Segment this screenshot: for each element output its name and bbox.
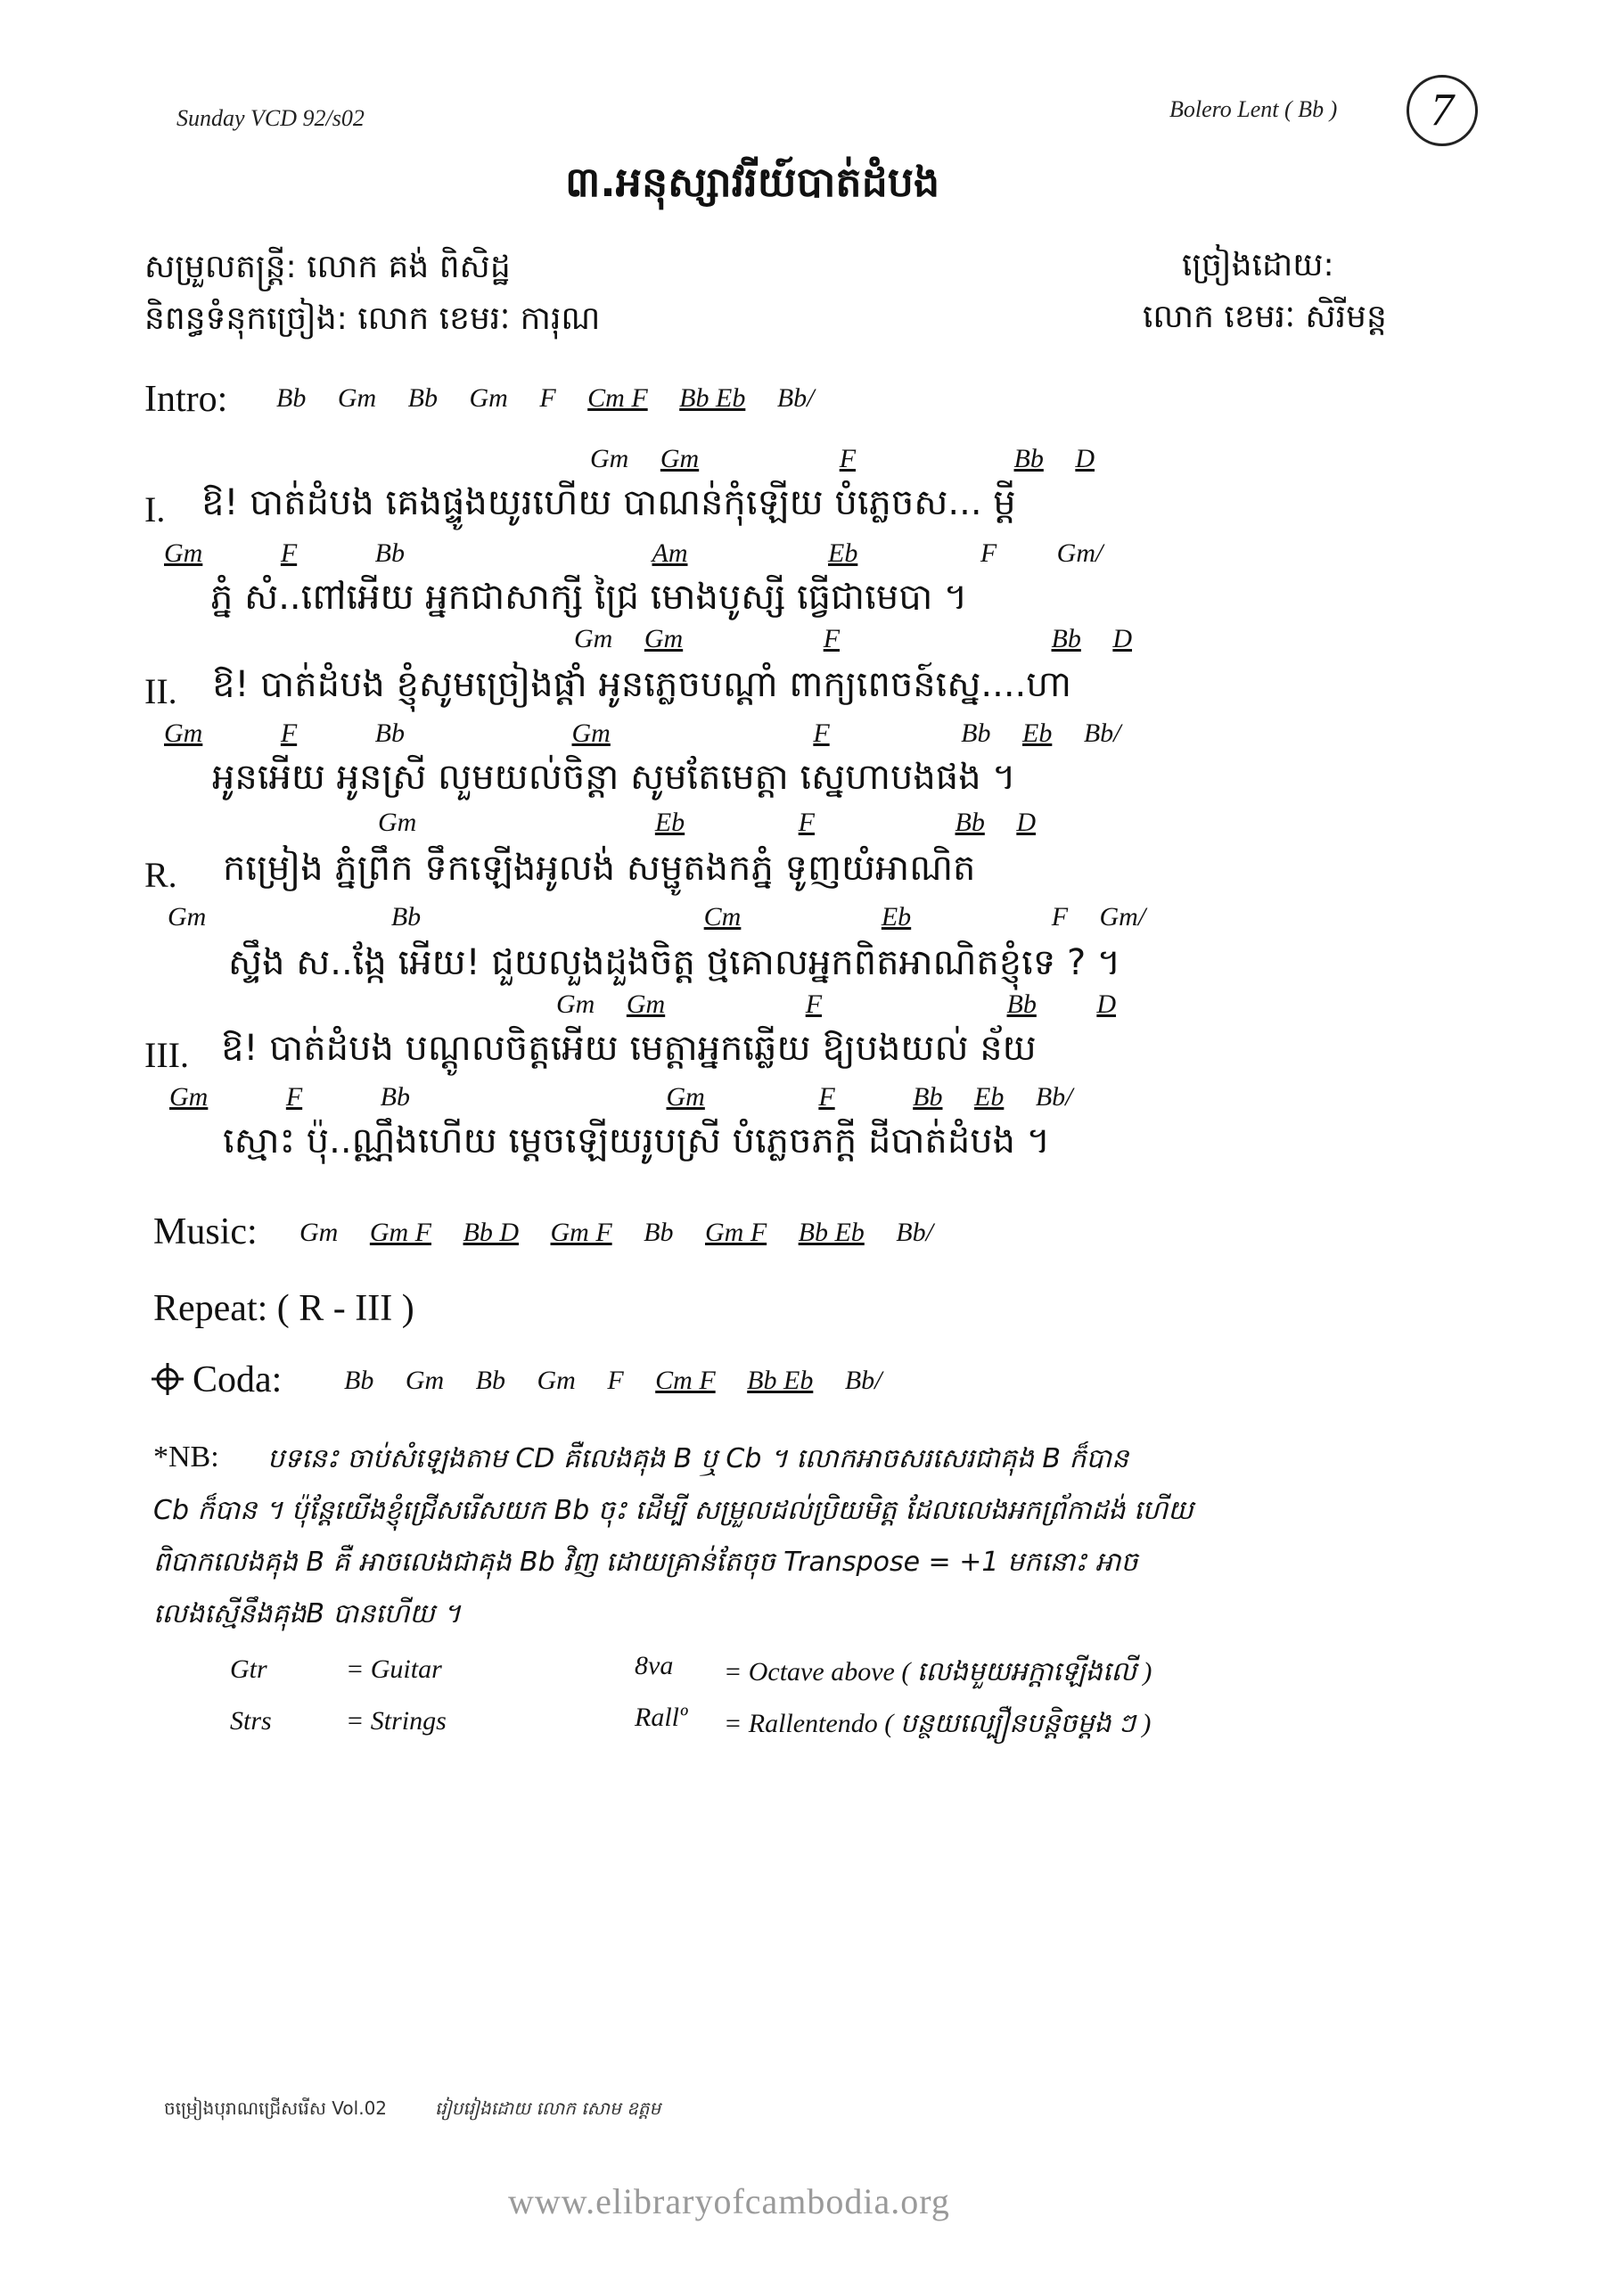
chord: Gm/ (1056, 538, 1103, 568)
legend-meaning: = Rallentendo ( បន្ថយល្បឿនបន្ដិចម្ដង ៗ ) (724, 1709, 1152, 1738)
nb-paragraph (267, 1433, 1373, 1485)
nb-line: លេងស្មើនឹងគុងB បានហើយ ។ (153, 1598, 462, 1629)
chord: Gm F (550, 1218, 612, 1247)
chord: F (607, 1366, 624, 1395)
chord: Gm (574, 624, 613, 653)
chord: Eb (828, 538, 858, 568)
chord: Gm F (369, 1218, 431, 1247)
chord: Gm (590, 444, 629, 473)
coda-chords (344, 1366, 907, 1396)
chord: Bb (1006, 989, 1037, 1019)
chord: Bb Eb (747, 1366, 814, 1395)
chord: Bb/ (1035, 1082, 1073, 1112)
legend-abbr: Gtr (230, 1654, 267, 1684)
nb-label: *NB: (153, 1441, 219, 1473)
chord: Bb (475, 1366, 505, 1395)
chord: Bb (1051, 624, 1081, 653)
chord: Gm (660, 444, 700, 473)
repeat-instruction: Repeat: ( R - III ) (153, 1288, 414, 1329)
composer-credit: និពន្ធទំនុកច្រៀង: លោក ខេមរៈ ការុណ (144, 300, 601, 337)
chord: Eb (881, 902, 912, 932)
chord: Gm (337, 383, 377, 413)
page-number: 7 (1407, 75, 1478, 146)
nb-paragraph-cont (153, 1485, 1401, 1640)
chord-line (590, 444, 1120, 474)
chord: Bb (407, 383, 438, 413)
lyric-line: ភ្នំ សំ..ពៅអើយ អ្នកជាសាក្សី ជ្រៃ មោងបូស្សី ធ្វើជាមេបា ។ (210, 577, 968, 618)
chord: Gm (378, 808, 417, 837)
chord: Gm (405, 1366, 445, 1395)
chord: Gm (644, 624, 684, 653)
chord-line (378, 808, 1061, 838)
chord: Bb/ (1083, 718, 1121, 748)
legend-meaning: = Octave above ( លេងមួយអក្ដាឡើងលើ ) (724, 1657, 1152, 1687)
lyric-line: ស្មោះ ប៉ុ..ណ្ណឹងហើយ ម្ដេចឡើយរូបស្រី បំភ្លេចភក្ដី ដីបាត់ដំបង ។ (223, 1120, 1051, 1162)
source-label: Sunday VCD 92/s02 (176, 105, 365, 131)
lyric-line: ឱ! បាត់ដំបង គេងផ្ទូងយូរហើយ បាណន់កុំឡើយ បំភ្លេចស... ម្ដី (201, 482, 1016, 523)
watermark-url: www.elibraryofcambodia.org (508, 2181, 950, 2221)
lyric-line: កម្រៀង ភ្នំព្រឹក ទឹកឡើងអូលង់ សម្ផូតងកភ្នំ ទូញយំអាណិត (223, 848, 976, 889)
song-title: ៣.អនុស្សាវរីយ៍បាត់ដំបង (565, 158, 940, 206)
chord: Gm (164, 718, 203, 748)
legend-abbr: Strs (230, 1706, 272, 1736)
intro-chords (276, 383, 840, 414)
nb-line: ពិបាកលេងគុង B គឺ អាចលេងជាគុង Bb វិញ ដោយគ្រាន់តែចុច Transpose = +1 មកនោះ អាច (153, 1547, 1138, 1578)
verse-marker: III. (144, 1035, 189, 1075)
chord: Cm F (587, 383, 648, 413)
coda-icon (150, 1361, 185, 1397)
chord: F (1051, 902, 1069, 932)
lyric-line: អូនអើយ អូនស្រី លួមយល់ចិន្ដា សូមតែមេត្ដា ស្នេហាបងផង ។ (212, 757, 1016, 798)
verse-marker: I. (144, 489, 166, 529)
singer-label: ច្រៀងដោយ: (1182, 247, 1334, 283)
chord: Gm (626, 989, 666, 1019)
nb-line: បទនេះ ចាប់សំឡេងតាម CD គឺលេងគុង B ឬ Cb ។ លោកអាចសរសេរជាគុង B ក៏បាន (267, 1443, 1129, 1474)
chord: F (280, 538, 298, 568)
chord: Eb (654, 808, 685, 837)
chord-line (164, 538, 1128, 569)
chord: F (980, 538, 997, 568)
chord: D (1112, 624, 1133, 653)
chord: F (818, 1082, 835, 1112)
chord: F (805, 989, 823, 1019)
chord: Bb/ (896, 1218, 933, 1247)
chord: Bb (644, 1218, 674, 1247)
chord-line (556, 989, 1141, 1020)
chord: Eb (974, 1082, 1005, 1112)
nb-line: Cb ក៏បាន ។ ប៉ុន្ដែយើងខ្ញុំជ្រើសរើសយក Bb ចុះ ដើម្បី សម្រួលដល់ប្រិយមិត្ត ដែលលេងអកព្រ័កាដង់ ហើយ (153, 1495, 1193, 1526)
legend-abbr: 8va (635, 1651, 674, 1680)
legend-meaning: = Strings (346, 1706, 447, 1736)
chord: Gm (469, 383, 508, 413)
chord-line (164, 718, 1146, 749)
legend-meaning: = Guitar (346, 1654, 442, 1684)
lyric-line: ឱ! បាត់ដំបង ខ្ញុំសូមច្រៀងផ្ដាំ អូនភ្លេចបណ្ដាំ ពាក្យពេចន៍ស្នេ....ហា (212, 664, 1072, 705)
chord: Gm (169, 1082, 209, 1112)
arranger-credit: សម្រួលតន្ត្រី: លោក គង់ ពិសិដ្ឋ (144, 249, 511, 285)
chord: Gm (299, 1218, 339, 1247)
chord: Bb Eb (798, 1218, 865, 1247)
chord: Bb (374, 718, 405, 748)
style-label: Bolero Lent ( Bb ) (1169, 96, 1338, 122)
chord: Gm (168, 902, 207, 932)
lyric-line: ឱ! បាត់ដំបង បណ្ដូលចិត្តអើយ មេត្ដាអ្នកឆ្លើយ ឱ្យបងយល់ ន័យ (221, 1028, 1037, 1069)
singer-credit: លោក ខេមរៈ សិរីមន្ត (1143, 299, 1387, 335)
chord: Bb (1013, 444, 1044, 473)
music-chords (299, 1218, 958, 1248)
compiler-footer: រៀបរៀងដោយ លោក សោម ឧត្ដម (435, 2097, 661, 2119)
verse-marker: II. (144, 671, 177, 711)
chord: Am (652, 538, 688, 568)
chord: F (839, 444, 857, 473)
chord: Cm (703, 902, 742, 932)
chord: D (1075, 444, 1095, 473)
chord: Bb (961, 718, 991, 748)
chord: D (1096, 989, 1117, 1019)
chord: Gm (537, 1366, 576, 1395)
chord: Gm (164, 538, 203, 568)
chord: Bb/ (844, 1366, 882, 1395)
intro-label: Intro: (144, 379, 228, 420)
chord: D (1016, 808, 1036, 837)
chord: F (823, 624, 841, 653)
chord: Bb (390, 902, 422, 932)
chord: F (813, 718, 830, 748)
chord: F (539, 383, 556, 413)
chord: Cm F (655, 1366, 716, 1395)
chord-line (169, 1082, 1098, 1112)
coda-label: Coda: (193, 1359, 283, 1400)
chord: Bb (344, 1366, 374, 1395)
chord-line (574, 624, 1157, 654)
chord: Gm F (704, 1218, 767, 1247)
chord: Bb (955, 808, 985, 837)
chord: Bb (913, 1082, 943, 1112)
chord: Bb/ (776, 383, 815, 413)
chord: Gm (666, 1082, 705, 1112)
chord: Bb D (463, 1218, 519, 1247)
chord: Bb Eb (679, 383, 746, 413)
chord-line (168, 902, 1170, 932)
chord: F (285, 1082, 303, 1112)
coda-row (150, 1359, 282, 1401)
chord: Bb (380, 1082, 410, 1112)
chord: Gm (556, 989, 595, 1019)
chord: F (280, 718, 298, 748)
chord: Bb (374, 538, 405, 568)
lyric-line: ស្ទឹង ស..ង្កែ អើយ! ជួយលួងដួងចិត្ត ថ្មគោលអ្នកពិតអាណិតខ្ញុំទេ ? ។ (228, 942, 1121, 983)
book-footer: ចម្រៀងបុរាណជ្រើសរើស Vol.02 (164, 2097, 388, 2119)
chord: Gm/ (1099, 902, 1146, 932)
legend-abbr: Rallº (635, 1703, 688, 1732)
chord: Eb (1022, 718, 1053, 748)
chord: F (798, 808, 815, 837)
music-label: Music: (153, 1211, 258, 1252)
chord: Bb (276, 383, 307, 413)
verse-marker: R. (144, 855, 177, 895)
chord: Gm (571, 718, 611, 748)
